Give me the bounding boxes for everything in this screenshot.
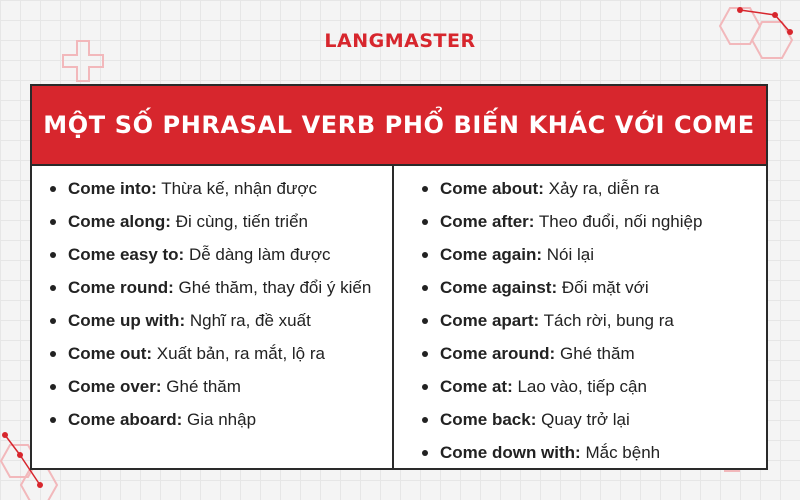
list-item bbox=[420, 304, 750, 337]
phrasal-verb-meaning: Dễ dàng làm được bbox=[188, 245, 331, 264]
list-item bbox=[48, 172, 382, 205]
list-item bbox=[420, 205, 750, 238]
list-item bbox=[48, 271, 382, 304]
list-item bbox=[420, 403, 750, 436]
card-header bbox=[32, 86, 766, 166]
phrasal-verb-meaning: Lao vào, tiếp cận bbox=[517, 377, 647, 396]
phrasal-verb-term: Come out: bbox=[68, 344, 153, 363]
list-item bbox=[420, 271, 750, 304]
phrasal-verb-term: Come back: bbox=[440, 410, 537, 429]
list-item bbox=[420, 337, 750, 370]
phrasal-verb-term: Come against: bbox=[440, 278, 558, 297]
list-item bbox=[420, 172, 750, 205]
phrasal-verb-meaning: Ghé thăm bbox=[559, 344, 635, 363]
phrasal-verb-term: Come easy to: bbox=[68, 245, 185, 264]
phrasal-verb-meaning: Quay trở lại bbox=[541, 410, 630, 429]
phrasal-verb-meaning: Xuất bản, ra mắt, lộ ra bbox=[156, 344, 325, 363]
phrasal-verb-meaning: Mắc bệnh bbox=[585, 443, 661, 462]
list-item bbox=[48, 370, 382, 403]
phrasal-verb-term: Come along: bbox=[68, 212, 171, 231]
list-item bbox=[420, 436, 750, 469]
phrasal-verb-term: Come round: bbox=[68, 278, 174, 297]
left-column-list bbox=[48, 172, 382, 436]
phrasal-verb-meaning: Ghé thăm, thay đổi ý kiến bbox=[178, 278, 372, 297]
phrasal-verb-term: Come around: bbox=[440, 344, 556, 363]
list-item bbox=[420, 370, 750, 403]
phrasal-verb-term: Come about: bbox=[440, 179, 544, 198]
phrasal-verb-meaning: Đi cùng, tiến triển bbox=[175, 212, 308, 231]
list-item bbox=[48, 304, 382, 337]
phrasal-verb-meaning: Theo đuổi, nối nghiệp bbox=[538, 212, 703, 231]
list-item bbox=[48, 238, 382, 271]
phrasal-verb-term: Come over: bbox=[68, 377, 162, 396]
phrasal-verb-term: Come up with: bbox=[68, 311, 186, 330]
list-item bbox=[420, 238, 750, 271]
brand-logo: LANGMASTER bbox=[324, 30, 476, 52]
phrasal-verb-meaning: Tách rời, bung ra bbox=[543, 311, 674, 330]
phrasal-verb-term: Come apart: bbox=[440, 311, 540, 330]
right-column-list bbox=[420, 172, 750, 469]
card-title: MỘT SỐ PHRASAL VERB PHỔ BIẾN KHÁC VỚI COME bbox=[43, 111, 755, 139]
phrasal-verb-meaning: Nói lại bbox=[546, 245, 595, 264]
phrasal-verb-term: Come after: bbox=[440, 212, 535, 231]
phrasal-verb-meaning: Ghé thăm bbox=[166, 377, 241, 396]
phrasal-verb-term: Come into: bbox=[68, 179, 157, 198]
phrasal-verb-meaning: Thừa kế, nhận được bbox=[161, 179, 318, 198]
phrasal-verb-card bbox=[30, 84, 768, 470]
phrasal-verb-meaning: Đối mặt với bbox=[561, 278, 649, 297]
phrasal-verb-term: Come aboard: bbox=[68, 410, 183, 429]
phrasal-verb-term: Come at: bbox=[440, 377, 513, 396]
phrasal-verb-term: Come down with: bbox=[440, 443, 581, 462]
phrasal-verb-meaning: Gia nhập bbox=[187, 410, 257, 429]
phrasal-verb-meaning: Xảy ra, diễn ra bbox=[548, 179, 660, 198]
phrasal-verb-meaning: Nghĩ ra, đề xuất bbox=[189, 311, 311, 330]
list-item bbox=[48, 337, 382, 370]
list-item bbox=[48, 403, 382, 436]
column-divider bbox=[392, 164, 394, 468]
list-item bbox=[48, 205, 382, 238]
phrasal-verb-term: Come again: bbox=[440, 245, 543, 264]
